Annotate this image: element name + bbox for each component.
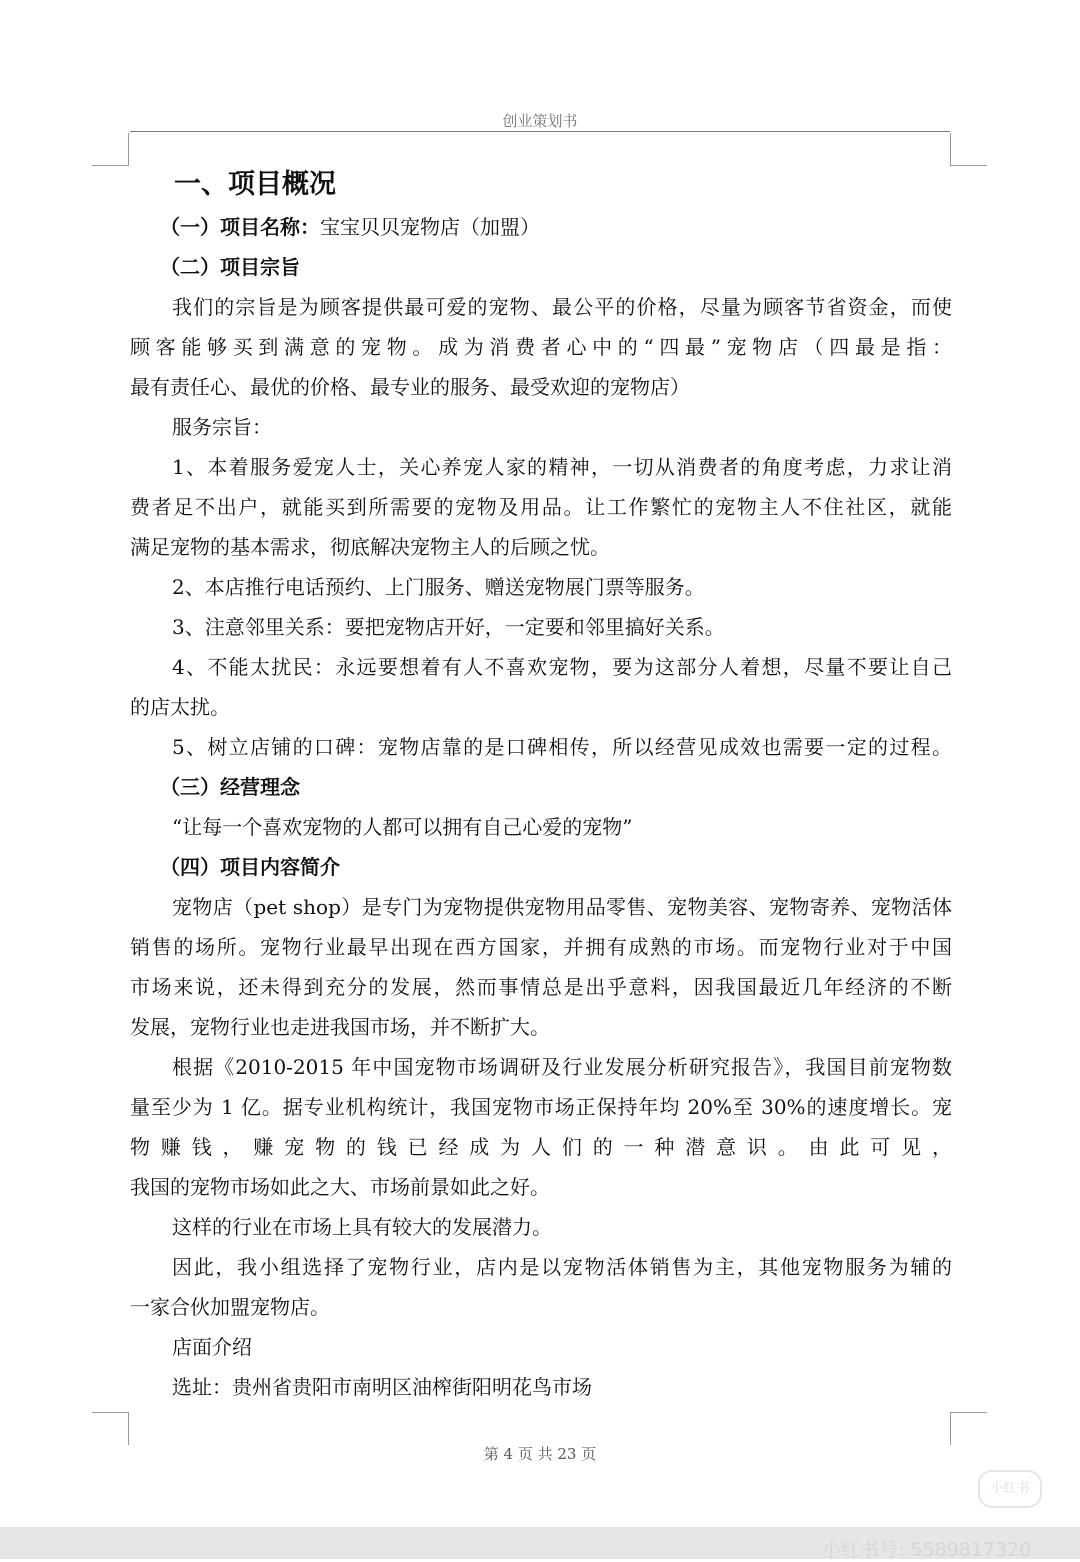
crop-mark-top-right [950, 133, 987, 166]
watermark-logo: 小红书 [978, 1470, 1042, 1508]
intro-text-line: 发展，宠物行业也走进我国市场，并不断扩大。 [130, 1015, 550, 1039]
service-item-3: 3、注意邻里关系：要把宠物店开好，一定要和邻里搞好关系。 [172, 615, 725, 639]
service-heading: 服务宗旨： [172, 415, 272, 439]
running-header: 创业策划书 [502, 112, 578, 130]
section-title: 一、项目概况 [174, 169, 336, 200]
report-text-line: 量至少为 1 亿。据专业机构统计，我国宠物市场正保持年均 20%至 30%的速度增长。宠 [130, 1095, 952, 1119]
crop-mark-bottom-right [950, 1412, 987, 1445]
location-text: 选址：贵州省贵阳市南明区油榨街阳明花鸟市场 [172, 1375, 592, 1399]
store-intro-heading: 店面介绍 [172, 1335, 252, 1359]
intro-text-line: 宠物店（pet shop）是专门为宠物提供宠物用品零售、宠物美容、宠物寄养、宠物活体 [172, 895, 952, 919]
report-text-line: 我国的宠物市场如此之大、市场前景如此之好。 [130, 1175, 550, 1199]
crop-mark-bottom-left [92, 1412, 129, 1445]
purpose-heading: （二）项目宗旨 [160, 255, 300, 279]
philosophy-text: “让每一个喜欢宠物的人都可以拥有自己心爱的宠物” [172, 815, 633, 839]
watermark-id: 小红书号: 5589817320 [822, 1539, 1032, 1561]
service-item-5: 5、树立店铺的口碑：宠物店靠的是口碑相传，所以经营见成效也需要一定的过程。 [172, 735, 952, 759]
intro-heading: （四）项目内容简介 [160, 855, 340, 879]
purpose-text-line: 我们的宗旨是为顾客提供最可爱的宠物、最公平的价格，尽量为顾客节省资金，而使 [172, 295, 952, 319]
choice-text-line: 一家合伙加盟宠物店。 [130, 1295, 330, 1319]
service-item-4-line: 4、不能太扰民：永远要想着有人不喜欢宠物，要为这部分人着想，尽量不要让自己 [172, 655, 952, 679]
project-name-line [130, 207, 952, 247]
header-rule [130, 131, 950, 132]
report-text-line: 物赚钱，赚宠物的钱已经成为人们的一种潜意识。由此可见， [130, 1135, 952, 1159]
service-item-1-line: 费者足不出户，就能买到所需要的宠物及用品。让工作繁忙的宠物主人不住社区，就能 [130, 495, 952, 519]
service-item-4-line: 的店太扰。 [130, 695, 230, 719]
project-name-label: （一）项目名称： [160, 215, 320, 239]
page-number: 第 4 页 共 23 页 [483, 1445, 597, 1463]
potential-text: 这样的行业在市场上具有较大的发展潜力。 [172, 1215, 552, 1239]
crop-mark-top-left [92, 133, 129, 166]
service-item-1-line: 满足宠物的基本需求，彻底解决宠物主人的后顾之忧。 [130, 535, 610, 559]
intro-text-line: 销售的场所。宠物行业最早出现在西方国家，并拥有成熟的市场。而宠物行业对于中国 [130, 935, 952, 959]
service-item-2: 2、本店推行电话预约、上门服务、赠送宠物展门票等服务。 [172, 575, 705, 599]
intro-text-line: 市场来说，还未得到充分的发展，然而事情总是出乎意料，因我国最近几年经济的不断 [130, 975, 952, 999]
purpose-text-line: 顾客能够买到满意的宠物。成为消费者心中的“四最”宠物店（四最是指： [130, 335, 952, 359]
philosophy-heading: （三）经营理念 [160, 775, 300, 799]
report-text-line: 根据《2010-2015 年中国宠物市场调研及行业发展分析研究报告》，我国目前宠物数 [172, 1055, 952, 1079]
choice-text-line: 因此，我小组选择了宠物行业，店内是以宠物活体销售为主，其他宠物服务为辅的 [172, 1255, 952, 1279]
document-body [130, 163, 952, 1407]
service-item-1-line: 1、本着服务爱宠人士，关心养宠人家的精神，一切从消费者的角度考虑，力求让消 [172, 455, 952, 479]
purpose-text-line: 最有责任心、最优的价格、最专业的服务、最受欢迎的宠物店） [130, 375, 690, 399]
project-name-value: 宝宝贝贝宠物店（加盟） [320, 215, 540, 239]
